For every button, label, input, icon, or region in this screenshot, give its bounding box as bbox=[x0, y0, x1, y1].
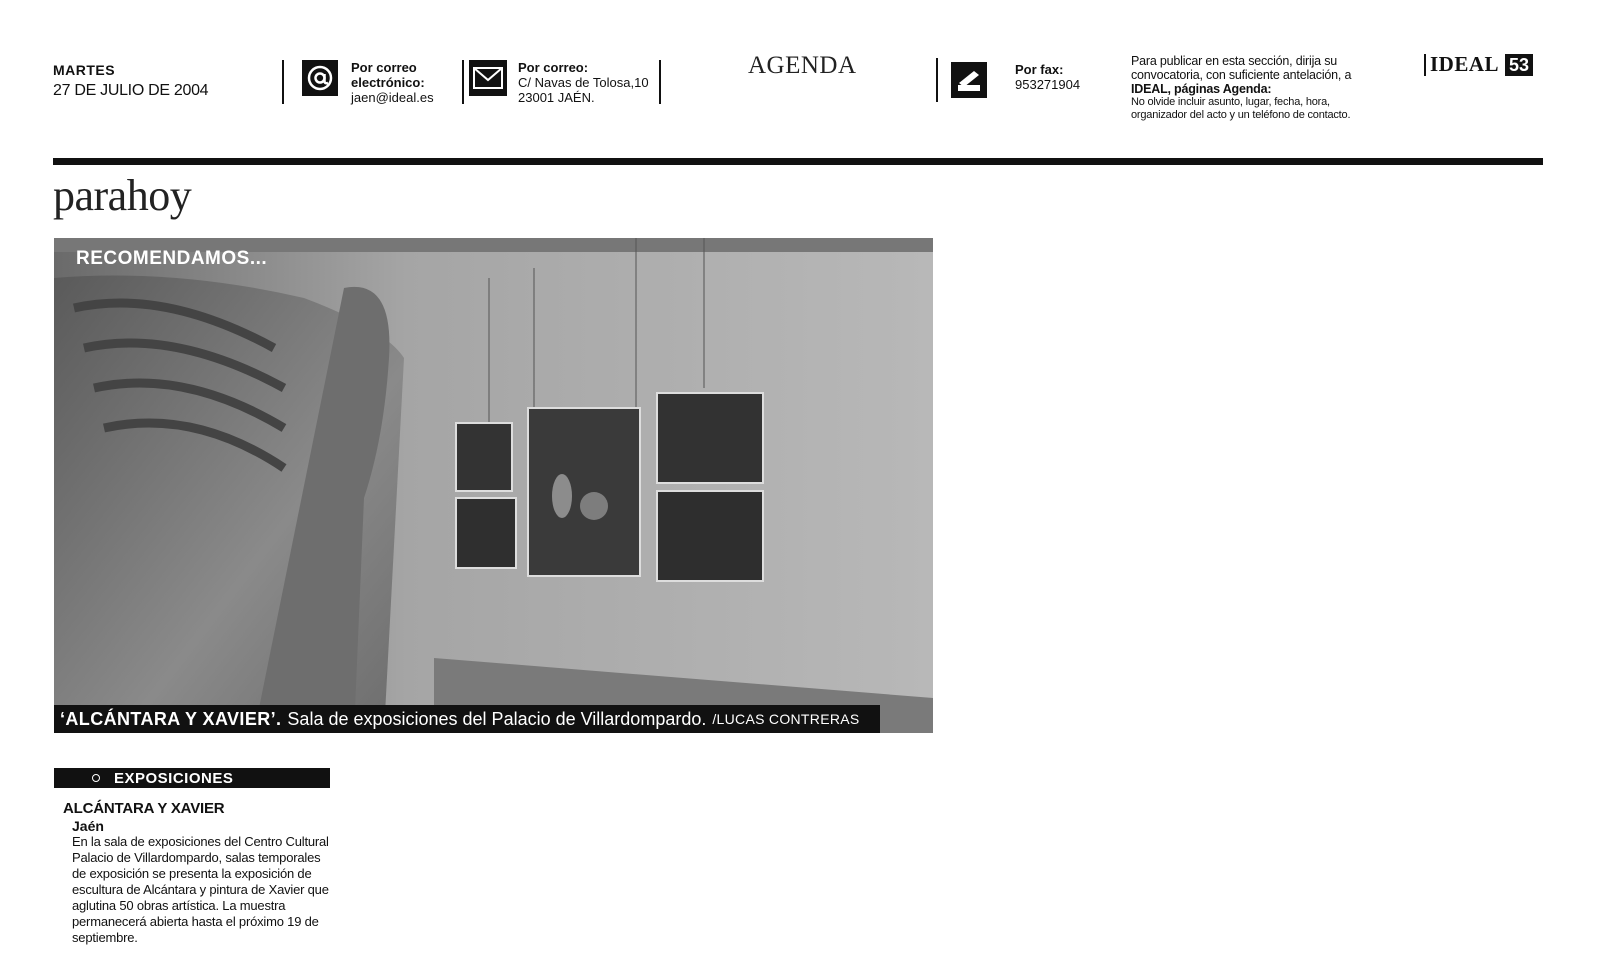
header-rule bbox=[53, 158, 1543, 165]
section-title-part2: hoy bbox=[126, 171, 192, 220]
publish-line1: Para publicar en esta sección, dirija su bbox=[1131, 54, 1338, 68]
caption-title: ‘ALCÁNTARA Y XAVIER’. bbox=[60, 708, 282, 729]
publish-line2: convocatoria, con suficiente antelación, a bbox=[1131, 68, 1352, 82]
publish-line5: organizador del acto y un teléfono de contacto. bbox=[1131, 109, 1351, 121]
section-title-part1: para bbox=[53, 171, 127, 220]
gallery-photo-image bbox=[54, 238, 933, 733]
weekday: MARTES bbox=[53, 62, 116, 78]
exhibitions-header-label: EXPOSICIONES bbox=[114, 769, 234, 787]
email-label-2: electrónico: bbox=[351, 75, 425, 90]
email-link[interactable]: jaen@ideal.es bbox=[351, 90, 434, 105]
divider bbox=[659, 60, 661, 104]
divider bbox=[936, 58, 938, 102]
mail-address-line1: C/ Navas de Tolosa,10 bbox=[518, 75, 649, 90]
fax-contact bbox=[1015, 62, 1080, 92]
fax-number: 953271904 bbox=[1015, 77, 1081, 92]
mail-contact bbox=[518, 60, 649, 105]
divider bbox=[462, 60, 464, 104]
recommended-label: RECOMENDAMOS... bbox=[76, 248, 268, 269]
envelope-icon bbox=[469, 60, 507, 96]
exhibition-title: ALCÁNTARA Y XAVIER bbox=[63, 800, 225, 817]
publish-line3: IDEAL, páginas Agenda: bbox=[1131, 82, 1272, 96]
caption-text: Sala de exposiciones del Palacio de Villardompardo. bbox=[287, 708, 707, 729]
section-title bbox=[53, 170, 191, 221]
date: 27 DE JULIO DE 2004 bbox=[53, 82, 209, 99]
brand-bar bbox=[1424, 54, 1426, 76]
publish-info bbox=[1131, 54, 1411, 122]
fax-label: Por fax: bbox=[1015, 62, 1064, 77]
photo-credit: /LUCAS CONTRERAS bbox=[712, 711, 860, 727]
brand-name: IDEAL bbox=[1430, 52, 1500, 76]
divider bbox=[282, 60, 284, 104]
agenda-title: AGENDA bbox=[748, 52, 857, 79]
publish-line4: No olvide incluir asunto, lugar, fecha, hora, bbox=[1131, 96, 1330, 108]
exhibition-body: En la sala de exposiciones del Centro Cultural Palacio de Villardompardo, salas temporales de exposición se presenta la exposición de escultura de Alcántara y pintura de Xavier que aglutina 50 obras artística. La muestra permanecerá abierta hasta el próximo 19 de septiembre. bbox=[72, 834, 329, 945]
bullet-icon bbox=[92, 774, 100, 782]
photo-caption bbox=[54, 705, 880, 733]
at-icon bbox=[302, 60, 338, 96]
exhibitions-header bbox=[54, 768, 330, 788]
mail-address-line2: 23001 JAÉN. bbox=[518, 90, 595, 105]
exhibition-city: Jaén bbox=[72, 818, 104, 834]
email-label-1: Por correo bbox=[351, 60, 417, 75]
page-number: 53 bbox=[1505, 54, 1533, 76]
fax-icon bbox=[951, 62, 987, 98]
masthead bbox=[1424, 52, 1533, 77]
mail-label: Por correo: bbox=[518, 60, 589, 75]
email-contact bbox=[351, 60, 434, 105]
exhibition-photo bbox=[54, 238, 933, 733]
